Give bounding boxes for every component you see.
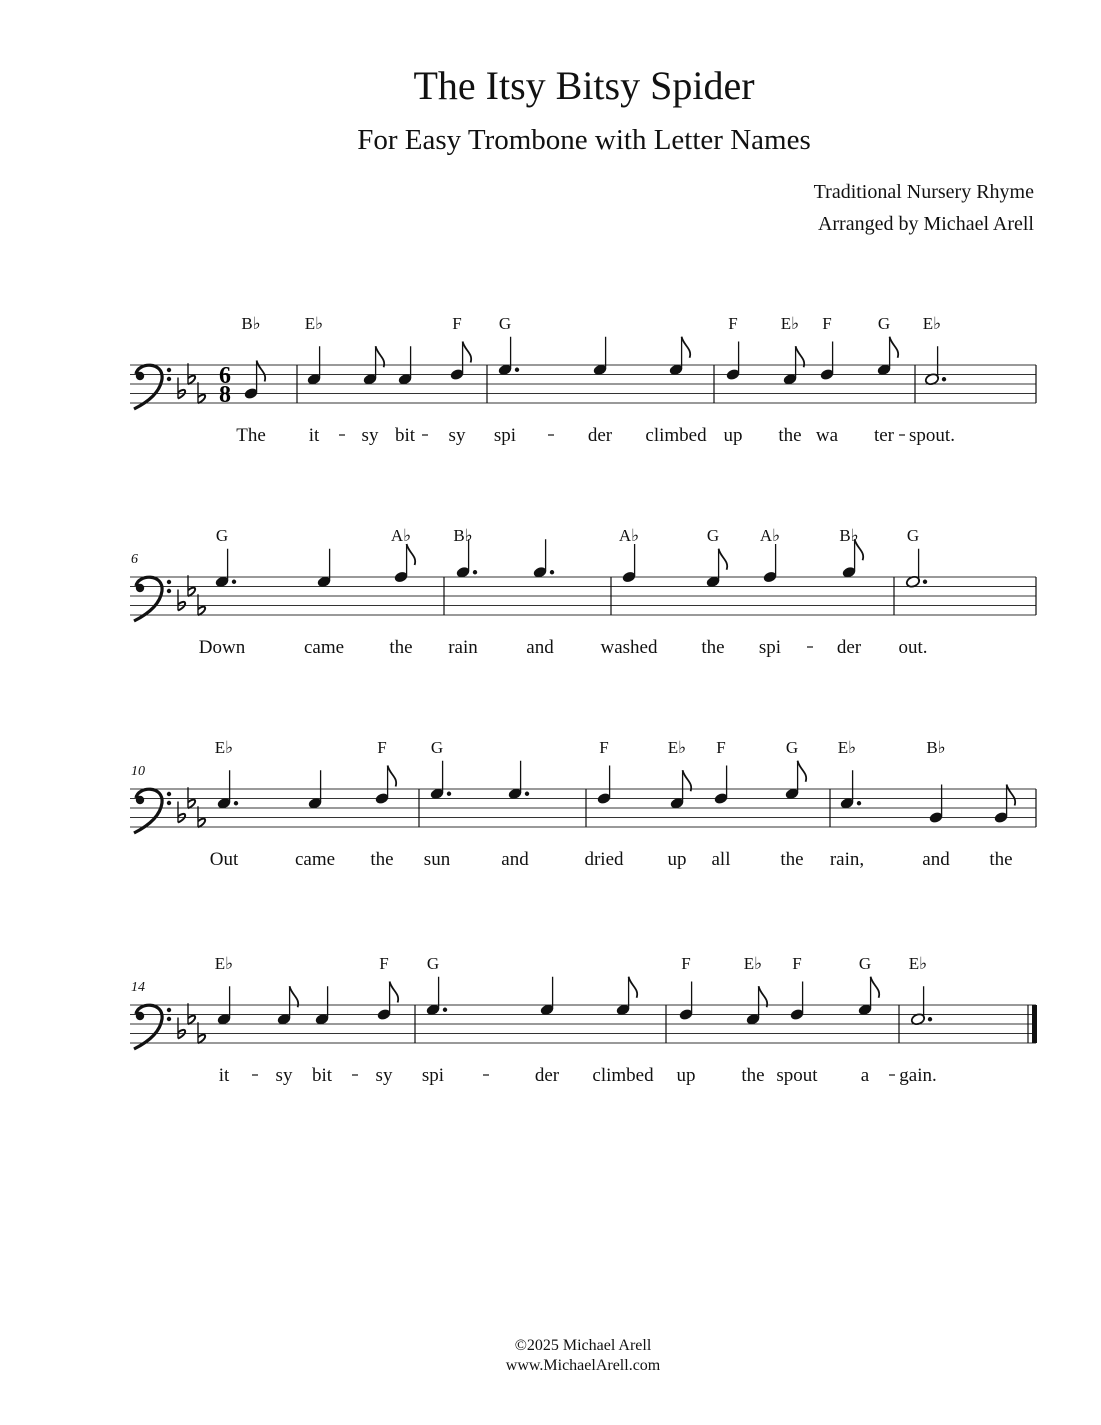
note-letter-name: B♭ <box>241 314 261 333</box>
lyric-syllable: gain. <box>899 1065 937 1086</box>
footer-website: www.MichaelArell.com <box>505 1357 661 1374</box>
note-letter-name: F <box>728 314 738 333</box>
note-flag <box>390 982 399 1003</box>
note-flag <box>683 770 692 791</box>
note-letter-name: B♭ <box>839 526 859 545</box>
note-letter-name: G <box>877 314 891 333</box>
note-letter-name: E♭ <box>922 314 942 333</box>
lyric-syllable: rain, <box>829 849 865 870</box>
lyric-syllable: spout. <box>909 425 955 446</box>
note-letter-name: E♭ <box>304 314 324 333</box>
lyric-syllable: sy <box>375 1065 393 1086</box>
note-flag <box>682 337 691 358</box>
lyric-syllable: came <box>294 849 336 870</box>
bass-clef-icon <box>134 577 171 621</box>
lyric-syllable: the <box>778 425 802 446</box>
lyric-syllable: bit <box>394 425 416 446</box>
key-signature-flat-icon <box>198 594 205 615</box>
lyric-syllable: it <box>218 1065 230 1086</box>
lyric-syllable: der <box>534 1065 560 1086</box>
note-letter-name: E♭ <box>214 738 234 757</box>
lyric-syllable: Out <box>209 849 239 870</box>
note-flag <box>257 361 266 382</box>
augmentation-dot <box>443 1008 447 1012</box>
footer-copyright: ©2025 Michael Arell <box>514 1337 652 1354</box>
lyric-syllable: der <box>587 425 613 446</box>
note-letter-name: G <box>430 738 444 757</box>
augmentation-dot <box>232 580 236 584</box>
composer-credit: Traditional Nursery Rhyme <box>813 181 1034 203</box>
lyric-syllable: all <box>711 849 731 870</box>
time-signature-bottom: 8 <box>219 382 231 408</box>
lyric-syllable: spi <box>493 425 517 446</box>
note-letter-name: F <box>822 314 832 333</box>
note-flag <box>1007 785 1016 806</box>
note-flag <box>629 977 638 998</box>
key-signature-flat-icon <box>178 802 185 823</box>
note-letter-name: G <box>706 526 720 545</box>
augmentation-dot <box>923 580 927 584</box>
lyric-syllable: sy <box>275 1065 293 1086</box>
note-flag <box>871 977 880 998</box>
note-letter-name: G <box>215 526 229 545</box>
measure-number: 6 <box>131 552 138 567</box>
lyric-syllable: washed <box>600 637 658 658</box>
lyric-syllable: the <box>370 849 394 870</box>
lyric-syllable: the <box>701 637 725 658</box>
augmentation-dot <box>234 801 238 805</box>
key-signature-flat-icon <box>188 787 195 808</box>
time-signature-top: 6 <box>219 363 231 389</box>
note-flag <box>798 761 807 782</box>
lyric-syllable: climbed <box>592 1065 654 1086</box>
note-letter-name: F <box>377 738 387 757</box>
note-flag <box>376 346 385 367</box>
lyric-syllable: spi <box>421 1065 445 1086</box>
key-signature-flat-icon <box>188 1003 195 1024</box>
key-signature-flat-icon <box>198 1022 205 1043</box>
note-letter-name: E♭ <box>837 738 857 757</box>
key-signature-flat-icon <box>178 590 185 611</box>
note-flag <box>290 986 299 1007</box>
lyric-syllable: it <box>308 425 320 446</box>
note-letter-name: G <box>858 954 872 973</box>
lyric-syllable: the <box>989 849 1013 870</box>
lyric-syllable: climbed <box>645 425 707 446</box>
note-letter-name: A♭ <box>759 526 781 545</box>
note-flag <box>796 346 805 367</box>
lyric-syllable: der <box>836 637 862 658</box>
augmentation-dot <box>525 792 529 796</box>
note-letter-name: E♭ <box>667 738 687 757</box>
lyric-syllable: sy <box>361 425 379 446</box>
key-signature-flat-icon <box>178 1018 185 1039</box>
measure-number: 10 <box>131 764 145 779</box>
note-flag <box>890 337 899 358</box>
note-flag <box>463 342 472 363</box>
note-letter-name: G <box>785 738 799 757</box>
lyric-syllable: up <box>723 425 743 446</box>
note-letter-name: F <box>681 954 691 973</box>
augmentation-dot <box>447 792 451 796</box>
note-letter-name: F <box>792 954 802 973</box>
lyric-syllable: and <box>501 849 529 870</box>
key-signature-flat-icon <box>198 806 205 827</box>
lyric-syllable: and <box>526 637 554 658</box>
note-flag <box>388 766 397 787</box>
note-letter-name: A♭ <box>618 526 640 545</box>
page-title: The Itsy Bitsy Spider <box>413 63 755 108</box>
augmentation-dot <box>550 570 554 574</box>
note-letter-name: G <box>426 954 440 973</box>
lyric-syllable: ter <box>873 425 895 446</box>
note-flag <box>759 986 768 1007</box>
note-letter-name: A♭ <box>390 526 412 545</box>
key-signature-flat-icon <box>188 575 195 596</box>
lyric-syllable: spi <box>758 637 782 658</box>
augmentation-dot <box>473 570 477 574</box>
final-barline-thick <box>1032 1005 1037 1043</box>
lyric-syllable: the <box>780 849 804 870</box>
lyric-syllable: dried <box>584 849 624 870</box>
note-letter-name: E♭ <box>908 954 928 973</box>
note-letter-name: F <box>716 738 726 757</box>
augmentation-dot <box>857 801 861 805</box>
note-flag <box>407 544 416 565</box>
note-letter-name: G <box>498 314 512 333</box>
lyric-syllable: a <box>860 1065 870 1086</box>
augmentation-dot <box>928 1017 932 1021</box>
lyric-syllable: sun <box>423 849 451 870</box>
key-signature-flat-icon <box>198 382 205 403</box>
augmentation-dot <box>942 377 946 381</box>
note-flag <box>719 549 728 570</box>
note-letter-name: F <box>452 314 462 333</box>
lyric-syllable: bit <box>311 1065 333 1086</box>
lyric-syllable: up <box>676 1065 696 1086</box>
lyric-syllable: spout <box>776 1065 818 1086</box>
lyric-syllable: the <box>741 1065 765 1086</box>
note-letter-name: F <box>379 954 389 973</box>
bass-clef-icon <box>134 1005 171 1049</box>
bass-clef-icon <box>134 365 171 409</box>
lyric-syllable: and <box>922 849 950 870</box>
lyric-syllable: came <box>303 637 345 658</box>
lyric-syllable: sy <box>448 425 466 446</box>
lyric-syllable: Down <box>198 637 246 658</box>
note-letter-name: B♭ <box>453 526 473 545</box>
note-letter-name: G <box>906 526 920 545</box>
note-letter-name: E♭ <box>743 954 763 973</box>
lyric-syllable: the <box>389 637 413 658</box>
lyric-syllable: out. <box>898 637 928 658</box>
key-signature-flat-icon <box>188 363 195 384</box>
note-letter-name: E♭ <box>214 954 234 973</box>
measure-number: 14 <box>131 980 145 995</box>
lyric-syllable: The <box>236 425 266 446</box>
lyric-syllable: up <box>667 849 687 870</box>
page-subtitle: For Easy Trombone with Letter Names <box>357 124 811 156</box>
bass-clef-icon <box>134 789 171 833</box>
note-letter-name: F <box>599 738 609 757</box>
lyric-syllable: wa <box>815 425 839 446</box>
note-letter-name: E♭ <box>780 314 800 333</box>
augmentation-dot <box>515 368 519 372</box>
key-signature-flat-icon <box>178 378 185 399</box>
note-letter-name: B♭ <box>926 738 946 757</box>
lyric-syllable: rain <box>448 637 478 658</box>
arranger-credit: Arranged by Michael Arell <box>817 213 1034 235</box>
